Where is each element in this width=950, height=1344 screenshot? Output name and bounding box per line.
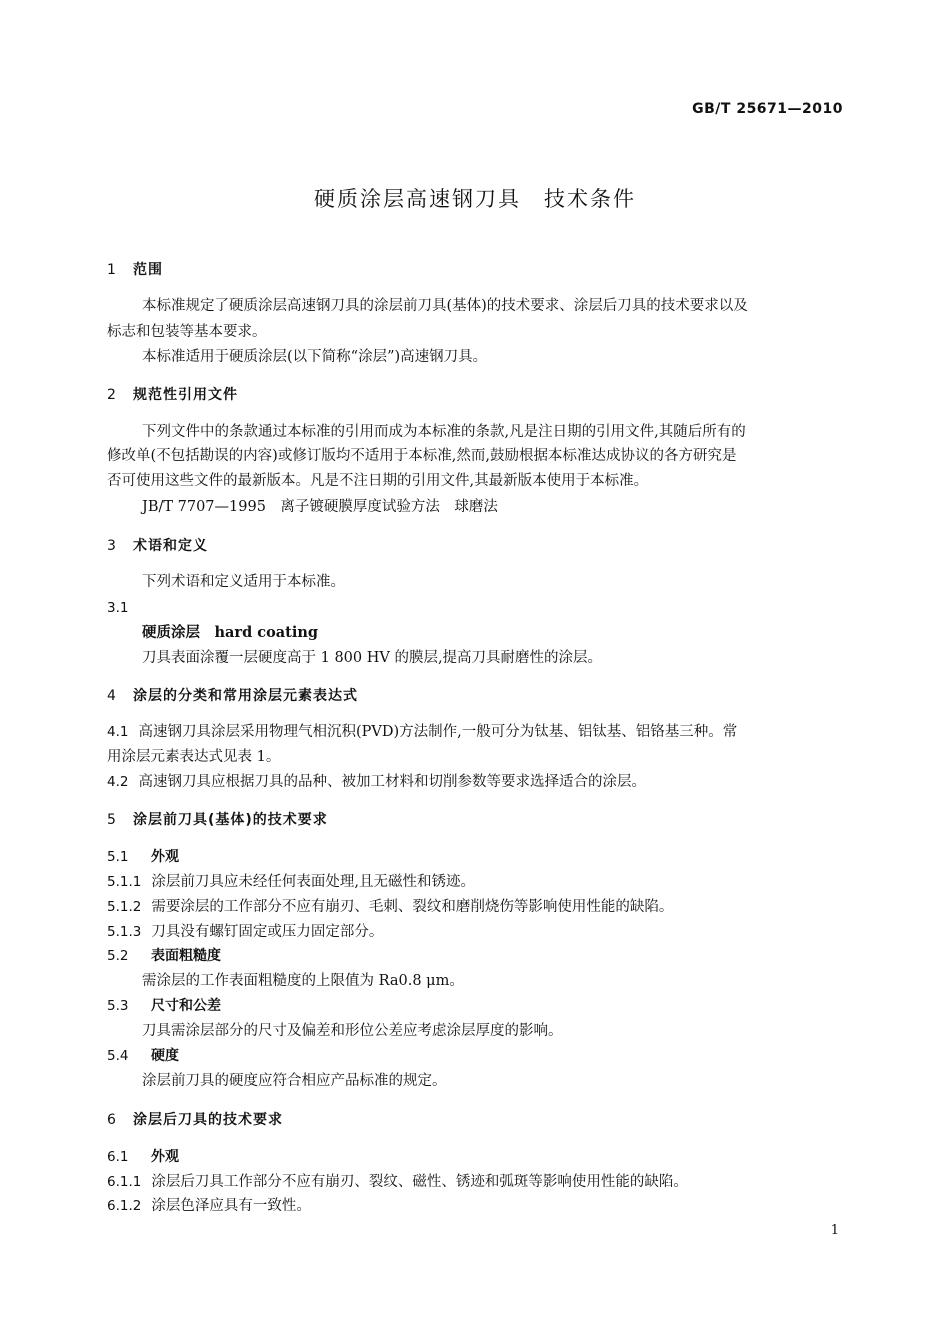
paragraph: 涂层前刀具的硬度应符合相应产品标准的规定。 [142, 1073, 447, 1089]
section-3-heading [107, 536, 208, 556]
paragraph: 下列文件中的条款通过本标准的引用而成为本标准的条款,凡是注日期的引用文件,其随后所有的 [142, 424, 746, 440]
section-number: 1 [107, 262, 117, 278]
section-number: 3 [107, 538, 117, 554]
clause-5-4-heading: 5.4 硬度 [107, 1048, 179, 1064]
clause-4-1: 4.1 高速钢刀具涂层采用物理气相沉积(PVD)方法制作,一般可分为钛基、铝钛基、铝铬基三种。常 [107, 724, 738, 740]
clause-4-2: 4.2 高速钢刀具应根据刀具的品种、被加工材料和切削参数等要求选择适合的涂层。 [107, 774, 646, 790]
document-title: 硬质涂层高速钢刀具 技术条件 [314, 187, 636, 211]
term-entry: 硬质涂层 hard coating [142, 624, 319, 641]
section-number: 4 [107, 688, 117, 704]
clause-6-1-heading: 6.1 外观 [107, 1149, 179, 1165]
section-title: 术语和定义 [133, 538, 208, 554]
clause-6-1-2: 6.1.2 涂层色泽应具有一致性。 [107, 1198, 311, 1214]
normative-reference: JB/T 7707—1995 离子镀硬膜厚度试验方法 球磨法 [142, 499, 498, 515]
clause-number: 3.1 [107, 600, 129, 616]
clause-5-1-3: 5.1.3 刀具没有螺钉固定或压力固定部分。 [107, 924, 384, 940]
section-5-heading [107, 810, 328, 830]
clause-5-1-2: 5.1.2 需要涂层的工作部分不应有崩刃、毛刺、裂纹和磨削烧伤等影响使用性能的缺陷。 [107, 899, 674, 915]
paragraph: 本标准规定了硬质涂层高速钢刀具的涂层前刀具(基体)的技术要求、涂层后刀具的技术要求以及 [142, 298, 748, 314]
paragraph: 刀具需涂层部分的尺寸及偏差和形位公差应考虑涂层厚度的影响。 [142, 1023, 563, 1039]
clause-5-1-1: 5.1.1 涂层前刀具应未经任何表面处理,且无磁性和锈迹。 [107, 874, 475, 890]
clause-6-1-1: 6.1.1 涂层后刀具工作部分不应有崩刃、裂纹、磁性、锈迹和弧斑等影响使用性能的缺陷。 [107, 1174, 688, 1190]
paragraph: 修改单(不包括勘误的内容)或修订版均不适用于本标准,然而,鼓励根据本标准达成协议的各方研究是 [107, 448, 737, 464]
term-definition: 刀具表面涂覆一层硬度高于 1 800 HV 的膜层,提高刀具耐磨性的涂层。 [142, 650, 603, 666]
section-title: 涂层前刀具(基体)的技术要求 [133, 812, 328, 828]
paragraph: 否可使用这些文件的最新版本。凡是不注日期的引用文件,其最新版本使用于本标准。 [107, 473, 649, 489]
paragraph: 下列术语和定义适用于本标准。 [142, 574, 345, 590]
standard-code: GB/T 25671—2010 [692, 101, 843, 117]
paragraph: 需涂层的工作表面粗糙度的上限值为 Ra0.8 μm。 [142, 973, 464, 989]
clause-5-2-heading: 5.2 表面粗糙度 [107, 948, 221, 964]
paragraph: 用涂层元素表达式见表 1。 [107, 749, 281, 765]
section-number: 2 [107, 387, 117, 403]
page-number: 1 [830, 1223, 839, 1238]
section-number: 5 [107, 812, 117, 828]
paragraph: 标志和包装等基本要求。 [107, 324, 267, 340]
clause-5-3-heading: 5.3 尺寸和公差 [107, 998, 221, 1014]
section-2-heading [107, 385, 238, 405]
section-1-heading [107, 260, 163, 280]
paragraph: 本标准适用于硬质涂层(以下简称“涂层”)高速钢刀具。 [142, 349, 488, 365]
section-title: 涂层后刀具的技术要求 [133, 1112, 283, 1128]
section-title: 规范性引用文件 [133, 387, 238, 403]
section-4-heading [107, 686, 358, 706]
section-title: 涂层的分类和常用涂层元素表达式 [133, 688, 358, 704]
section-title: 范围 [133, 262, 163, 278]
clause-5-1-heading: 5.1 外观 [107, 849, 179, 865]
section-number: 6 [107, 1112, 117, 1128]
section-6-heading [107, 1110, 283, 1130]
